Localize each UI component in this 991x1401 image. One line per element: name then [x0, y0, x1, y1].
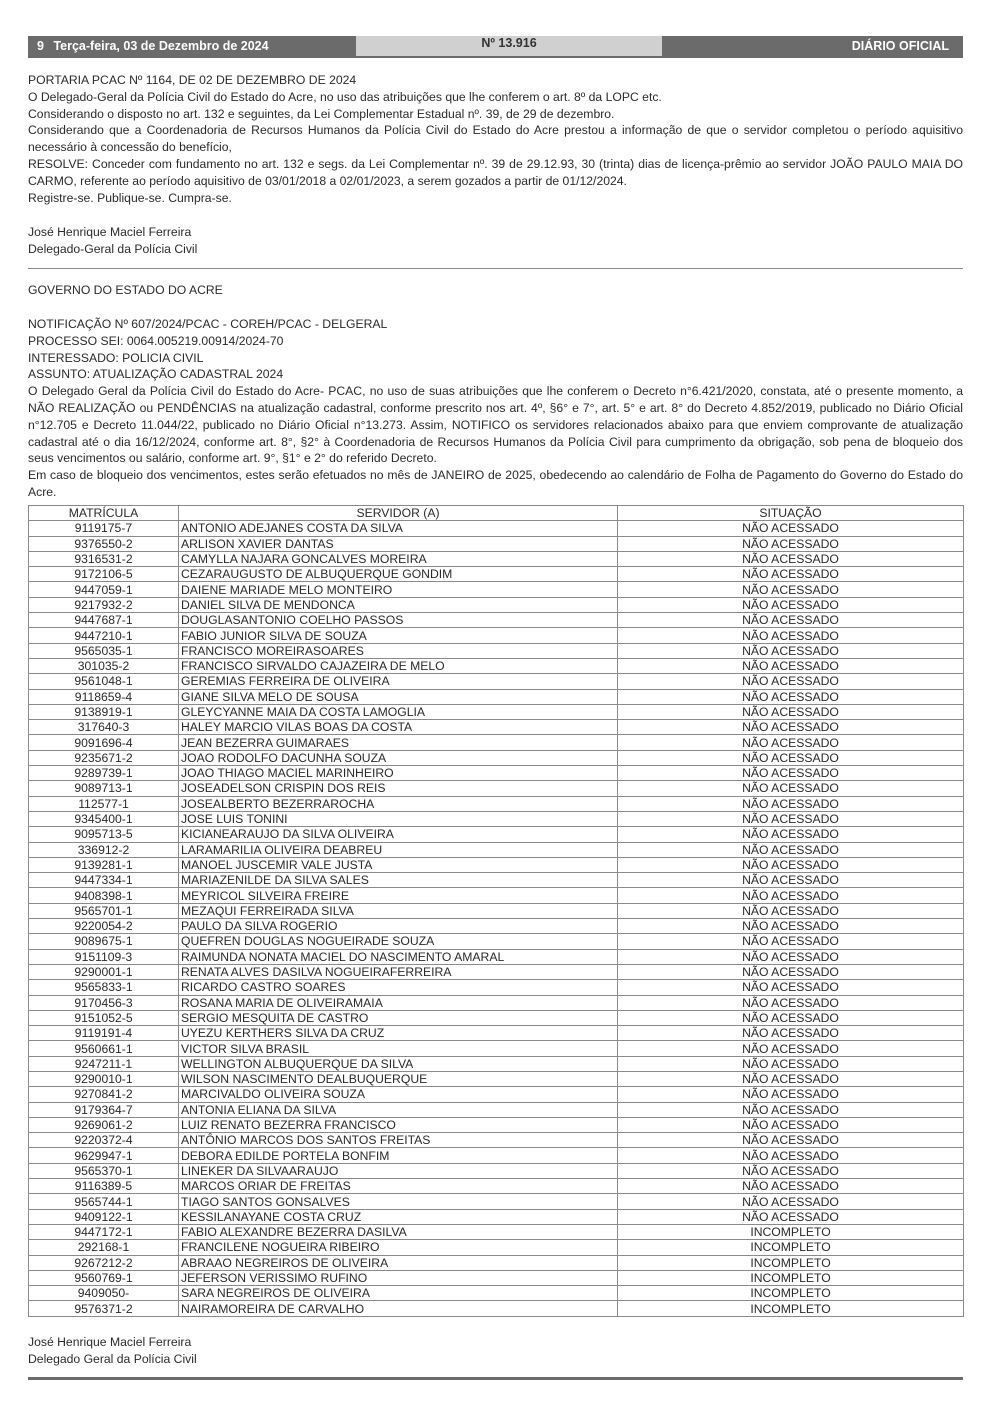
notificacao-section: [28, 316, 963, 501]
column-header-matricula: MATRÍCULA: [29, 506, 179, 521]
matricula-cell: 9629947-1: [29, 1148, 179, 1163]
servidor-name-cell: PAULO DA SILVA ROGERIO: [179, 919, 618, 934]
matricula-cell: 9151109-3: [29, 949, 179, 964]
situacao-cell: NÃO ACESSADO: [618, 1163, 964, 1178]
matricula-cell: 9119191-4: [29, 1026, 179, 1041]
signer-name: José Henrique Maciel Ferreira: [28, 225, 192, 239]
servidor-name-cell: MEZAQUI FERREIRADA SILVA: [179, 903, 618, 918]
table-row: [29, 720, 964, 735]
servidor-name-cell: WELLINGTON ALBUQUERQUE DA SILVA: [179, 1056, 618, 1071]
assunto-line: ASSUNTO: ATUALIZAÇÃO CADASTRAL 2024: [28, 367, 284, 382]
servidor-name-cell: KICIANEARAUJO DA SILVA OLIVEIRA: [179, 827, 618, 842]
servidor-name-cell: SARA NEGREIROS DE OLIVEIRA: [179, 1286, 618, 1301]
servidor-name-cell: LARAMARILIA OLIVEIRA DEABREU: [179, 842, 618, 857]
table-row: [29, 1117, 964, 1132]
servidor-name-cell: GIANE SILVA MELO DE SOUSA: [179, 689, 618, 704]
situacao-cell: NÃO ACESSADO: [618, 536, 964, 551]
servidor-name-cell: ANTONIO ADEJANES COSTA DA SILVA: [179, 521, 618, 536]
table-row: [29, 796, 964, 811]
table-row: [29, 949, 964, 964]
matricula-cell: 9269061-2: [29, 1117, 179, 1132]
table-row: [29, 521, 964, 536]
situacao-cell: NÃO ACESSADO: [618, 750, 964, 765]
signer-name: José Henrique Maciel Ferreira: [28, 1335, 192, 1349]
table-row: [29, 1071, 964, 1086]
servidor-name-cell: HALEY MARCIO VILAS BOAS DA COSTA: [179, 720, 618, 735]
table-row: [29, 674, 964, 689]
portaria-paragraph: Considerando que a Coordenadoria de Recursos Humanos da Polícia Civil do Estado do Acre prestou a informação de que o servidor completou o período aquisitivo necessário à concessão do benefício,: [28, 123, 963, 155]
notificacao-title: NOTIFICAÇÃO Nº 607/2024/PCAC - COREH/PCAC - DELGERAL: [28, 317, 388, 331]
matricula-cell: 9247211-1: [29, 1056, 179, 1071]
matricula-cell: 9119175-7: [29, 521, 179, 536]
matricula-cell: 9138919-1: [29, 704, 179, 719]
situacao-cell: NÃO ACESSADO: [618, 995, 964, 1010]
situacao-cell: NÃO ACESSADO: [618, 1117, 964, 1132]
matricula-cell: 9561048-1: [29, 674, 179, 689]
issue-date: Terça-feira, 03 de Dezembro de 2024: [53, 39, 269, 53]
servidor-name-cell: LUIZ RENATO BEZERRA FRANCISCO: [179, 1117, 618, 1132]
table-row: [29, 903, 964, 918]
situacao-cell: NÃO ACESSADO: [618, 1102, 964, 1117]
table-row: [29, 1026, 964, 1041]
matricula-cell: 9235671-2: [29, 750, 179, 765]
header-left-band: [28, 36, 358, 56]
edition-number: Nº 13.916: [356, 36, 662, 56]
situacao-cell: NÃO ACESSADO: [618, 857, 964, 872]
table-row: [29, 1286, 964, 1301]
servidor-name-cell: JEAN BEZERRA GUIMARAES: [179, 735, 618, 750]
notificacao-signature: [28, 1334, 963, 1368]
table-row: [29, 1255, 964, 1270]
publication-name: DIÁRIO OFICIAL: [663, 36, 963, 56]
table-row: [29, 980, 964, 995]
table-row: [29, 995, 964, 1010]
servidor-name-cell: WILSON NASCIMENTO DEALBUQUERQUE: [179, 1071, 618, 1086]
signer-role: Delegado-Geral da Polícia Civil: [28, 241, 198, 256]
matricula-cell: 9289739-1: [29, 766, 179, 781]
situacao-cell: NÃO ACESSADO: [618, 1026, 964, 1041]
servidor-name-cell: MARCIVALDO OLIVEIRA SOUZA: [179, 1087, 618, 1102]
situacao-cell: NÃO ACESSADO: [618, 582, 964, 597]
servidor-name-cell: QUEFREN DOUGLAS NOGUEIRADE SOUZA: [179, 934, 618, 949]
situacao-cell: NÃO ACESSADO: [618, 1010, 964, 1025]
situacao-cell: NÃO ACESSADO: [618, 903, 964, 918]
section-divider: [28, 268, 963, 269]
portaria-signature: [28, 224, 963, 258]
processo-line: PROCESSO SEI: 0064.005219.00914/2024-70: [28, 333, 284, 348]
table-row: [29, 628, 964, 643]
servidor-name-cell: VICTOR SILVA BRASIL: [179, 1041, 618, 1056]
servidor-name-cell: DEBORA EDILDE PORTELA BONFIM: [179, 1148, 618, 1163]
portaria-title: PORTARIA PCAC Nº 1164, DE 02 DE DEZEMBRO DE 2024: [28, 73, 357, 87]
table-row: [29, 689, 964, 704]
matricula-cell: 9345400-1: [29, 811, 179, 826]
notificacao-body-2: Em caso de bloqueio dos vencimentos, estes serão efetuados no mês de JANEIRO de 2025, obedecendo ao calendário de Folha de Pagamento do Governo do Estado do Acre.: [28, 468, 963, 499]
situacao-cell: NÃO ACESSADO: [618, 567, 964, 582]
situacao-cell: NÃO ACESSADO: [618, 521, 964, 536]
footer-divider: [28, 1377, 963, 1380]
matricula-cell: 9270841-2: [29, 1087, 179, 1102]
servidor-name-cell: LINEKER DA SILVAARAUJO: [179, 1163, 618, 1178]
situacao-cell: NÃO ACESSADO: [618, 781, 964, 796]
situacao-cell: NÃO ACESSADO: [618, 1148, 964, 1163]
matricula-cell: 9565744-1: [29, 1194, 179, 1209]
matricula-cell: 336912-2: [29, 842, 179, 857]
table-row: [29, 827, 964, 842]
portaria-paragraph: RESOLVE: Conceder com fundamento no art. 132 e segs. da Lei Complementar nº. 39 de 29.12.93, 30 (trinta) dias de licença-prêmio ao servidor JOÃO PAULO MAIA DO CARMO, referente ao período aquisitivo de 03/01/2018 a 02/01/2023, a serem gozados a partir de 01/12/2024.: [28, 156, 963, 188]
matricula-cell: 9290010-1: [29, 1071, 179, 1086]
portaria-paragraph: Considerando o disposto no art. 132 e seguintes, da Lei Complementar Estadual nº. 39, de 29 de dezembro.: [28, 106, 615, 121]
matricula-cell: 9409050-: [29, 1286, 179, 1301]
table-row: [29, 735, 964, 750]
servidor-name-cell: ANTONIA ELIANA DA SILVA: [179, 1102, 618, 1117]
servidor-name-cell: UYEZU KERTHERS SILVA DA CRUZ: [179, 1026, 618, 1041]
servidor-name-cell: CEZARAUGUSTO DE ALBUQUERQUE GONDIM: [179, 567, 618, 582]
situacao-cell: NÃO ACESSADO: [618, 1041, 964, 1056]
government-heading: [28, 282, 963, 299]
matricula-cell: 9290001-1: [29, 964, 179, 979]
situacao-cell: NÃO ACESSADO: [618, 1071, 964, 1086]
table-row: [29, 551, 964, 566]
servidor-name-cell: DANIEL SILVA DE MENDONCA: [179, 597, 618, 612]
servidor-name-cell: NAIRAMOREIRA DE CARVALHO: [179, 1301, 618, 1316]
situacao-cell: NÃO ACESSADO: [618, 980, 964, 995]
table-row: [29, 643, 964, 658]
matricula-cell: 9151052-5: [29, 1010, 179, 1025]
matricula-cell: 9408398-1: [29, 888, 179, 903]
servidor-name-cell: MARCOS ORIAR DE FREITAS: [179, 1179, 618, 1194]
servidor-name-cell: FABIO JUNIOR SILVA DE SOUZA: [179, 628, 618, 643]
situacao-cell: NÃO ACESSADO: [618, 888, 964, 903]
situacao-cell: NÃO ACESSADO: [618, 628, 964, 643]
column-header-servidor: SERVIDOR (A): [179, 506, 618, 521]
situacao-cell: NÃO ACESSADO: [618, 811, 964, 826]
matricula-cell: 9409122-1: [29, 1209, 179, 1224]
matricula-cell: 9576371-2: [29, 1301, 179, 1316]
matricula-cell: 112577-1: [29, 796, 179, 811]
servidor-name-cell: ANTÔNIO MARCOS DOS SANTOS FREITAS: [179, 1133, 618, 1148]
table-row: [29, 1148, 964, 1163]
servidor-name-cell: JOAO THIAGO MACIEL MARINHEIRO: [179, 766, 618, 781]
table-row: [29, 1194, 964, 1209]
table-row: [29, 750, 964, 765]
situacao-cell: INCOMPLETO: [618, 1240, 964, 1255]
matricula-cell: 9565035-1: [29, 643, 179, 658]
servidor-name-cell: RENATA ALVES DASILVA NOGUEIRAFERREIRA: [179, 964, 618, 979]
situacao-cell: NÃO ACESSADO: [618, 934, 964, 949]
table-row: [29, 766, 964, 781]
situacao-cell: NÃO ACESSADO: [618, 964, 964, 979]
servidor-name-cell: TIAGO SANTOS GONSALVES: [179, 1194, 618, 1209]
servidor-name-cell: JOSEADELSON CRISPIN DOS REIS: [179, 781, 618, 796]
matricula-cell: 9217932-2: [29, 597, 179, 612]
situacao-cell: NÃO ACESSADO: [618, 873, 964, 888]
matricula-cell: 9267212-2: [29, 1255, 179, 1270]
signer-role: Delegado Geral da Polícia Civil: [28, 1351, 197, 1366]
table-header-row: [29, 506, 964, 521]
portaria-closing: Registre-se. Publique-se. Cumpra-se.: [28, 190, 232, 205]
situacao-cell: NÃO ACESSADO: [618, 735, 964, 750]
servidor-name-cell: FRANCISCO MOREIRASOARES: [179, 643, 618, 658]
matricula-cell: 9447059-1: [29, 582, 179, 597]
situacao-cell: NÃO ACESSADO: [618, 1194, 964, 1209]
government-name: GOVERNO DO ESTADO DO ACRE: [28, 283, 223, 297]
page-number: 9: [37, 39, 44, 53]
table-row: [29, 613, 964, 628]
table-row: [29, 888, 964, 903]
matricula-cell: 9089713-1: [29, 781, 179, 796]
column-header-situacao: SITUAÇÃO: [618, 506, 964, 521]
situacao-cell: NÃO ACESSADO: [618, 1133, 964, 1148]
servidor-name-cell: FABIO ALEXANDRE BEZERRA DASILVA: [179, 1224, 618, 1239]
situacao-cell: NÃO ACESSADO: [618, 766, 964, 781]
matricula-cell: 9179364-7: [29, 1102, 179, 1117]
matricula-cell: 9116389-5: [29, 1179, 179, 1194]
table-row: [29, 1041, 964, 1056]
situacao-cell: INCOMPLETO: [618, 1255, 964, 1270]
servidor-name-cell: JOSEALBERTO BEZERRAROCHA: [179, 796, 618, 811]
table-row: [29, 781, 964, 796]
servidor-name-cell: DAIENE MARIADE MELO MONTEIRO: [179, 582, 618, 597]
servidor-name-cell: ABRAAO NEGREIROS DE OLIVEIRA: [179, 1255, 618, 1270]
table-row: [29, 919, 964, 934]
servidor-name-cell: FRANCILENE NOGUEIRA RIBEIRO: [179, 1240, 618, 1255]
table-row: [29, 1270, 964, 1285]
matricula-cell: 9170456-3: [29, 995, 179, 1010]
matricula-cell: 9139281-1: [29, 857, 179, 872]
table-row: [29, 934, 964, 949]
notificacao-body: O Delegado Geral da Polícia Civil do Estado do Acre- PCAC, no uso de suas atribuições que lhe conferem o Decreto n°6.421/2020, constata, até o presente momento, a NÃO REALIZAÇÃO ou PENDÊNCIAS na atualização cadastral, conforme prescrito nos art. 4º, §6° e 7°, art. 5° e art. 8° do Decreto 4.852/2019, publicado no Diário Oficial n°12.705 e Decreto 11.044/22, publicado no Diário Oficial n°13.273. Assim, NOTIFICO os servidores relacionados abaixo para que enviem comprovante de atualização cadastral até o dia 16/12/2024, conforme art. 8°, §2° à Coordenadoria de Recursos Humanos da Polícia Civil para cumprimento da obrigação, sob pena de bloqueio dos seus vencimentos ou salário, conforme art. 9°, §1° e 2° do referido Decreto.: [28, 384, 963, 466]
situacao-cell: NÃO ACESSADO: [618, 720, 964, 735]
interessado-line: INTERESSADO: POLICIA CIVIL: [28, 350, 204, 365]
matricula-cell: 9447687-1: [29, 613, 179, 628]
situacao-cell: NÃO ACESSADO: [618, 796, 964, 811]
situacao-cell: INCOMPLETO: [618, 1270, 964, 1285]
situacao-cell: NÃO ACESSADO: [618, 1179, 964, 1194]
servidor-name-cell: DOUGLASANTONIO COELHO PASSOS: [179, 613, 618, 628]
matricula-cell: 9565833-1: [29, 980, 179, 995]
situacao-cell: NÃO ACESSADO: [618, 597, 964, 612]
header-divider: [28, 56, 963, 58]
servidor-name-cell: KESSILANAYANE COSTA CRUZ: [179, 1209, 618, 1224]
table-row: [29, 1179, 964, 1194]
situacao-cell: NÃO ACESSADO: [618, 658, 964, 673]
matricula-cell: 9376550-2: [29, 536, 179, 551]
situacao-cell: NÃO ACESSADO: [618, 704, 964, 719]
matricula-cell: 317640-3: [29, 720, 179, 735]
servidor-name-cell: ARLISON XAVIER DANTAS: [179, 536, 618, 551]
matricula-cell: 9118659-4: [29, 689, 179, 704]
matricula-cell: 292168-1: [29, 1240, 179, 1255]
situacao-cell: INCOMPLETO: [618, 1286, 964, 1301]
table-row: [29, 1102, 964, 1117]
situacao-cell: INCOMPLETO: [618, 1224, 964, 1239]
matricula-cell: 301035-2: [29, 658, 179, 673]
matricula-cell: 9220372-4: [29, 1133, 179, 1148]
table-row: [29, 1010, 964, 1025]
matricula-cell: 9220054-2: [29, 919, 179, 934]
page-header: [28, 36, 963, 56]
table-row: [29, 811, 964, 826]
table-row: [29, 1056, 964, 1071]
portaria-paragraph: O Delegado-Geral da Polícia Civil do Estado do Acre, no uso das atribuições que lhe conferem o art. 8º da LOPC etc.: [28, 89, 662, 104]
situacao-cell: NÃO ACESSADO: [618, 613, 964, 628]
situacao-cell: NÃO ACESSADO: [618, 827, 964, 842]
table-row: [29, 582, 964, 597]
situacao-cell: NÃO ACESSADO: [618, 1209, 964, 1224]
situacao-cell: NÃO ACESSADO: [618, 689, 964, 704]
servidor-name-cell: MEYRICOL SILVEIRA FREIRE: [179, 888, 618, 903]
situacao-cell: NÃO ACESSADO: [618, 919, 964, 934]
table-row: [29, 1301, 964, 1316]
table-row: [29, 1163, 964, 1178]
matricula-cell: 9095713-5: [29, 827, 179, 842]
situacao-cell: NÃO ACESSADO: [618, 1056, 964, 1071]
matricula-cell: 9447210-1: [29, 628, 179, 643]
matricula-cell: 9447334-1: [29, 873, 179, 888]
matricula-cell: 9172106-5: [29, 567, 179, 582]
situacao-cell: NÃO ACESSADO: [618, 1087, 964, 1102]
table-row: [29, 842, 964, 857]
situacao-cell: NÃO ACESSADO: [618, 949, 964, 964]
matricula-cell: 9560661-1: [29, 1041, 179, 1056]
table-row: [29, 536, 964, 551]
table-row: [29, 1224, 964, 1239]
matricula-cell: 9565370-1: [29, 1163, 179, 1178]
servidor-name-cell: MARIAZENILDE DA SILVA SALES: [179, 873, 618, 888]
table-row: [29, 1240, 964, 1255]
table-row: [29, 1133, 964, 1148]
table-row: [29, 597, 964, 612]
matricula-cell: 9316531-2: [29, 551, 179, 566]
matricula-cell: 9089675-1: [29, 934, 179, 949]
table-row: [29, 567, 964, 582]
servidor-name-cell: SERGIO MESQUITA DE CASTRO: [179, 1010, 618, 1025]
servidor-name-cell: FRANCISCO SIRVALDO CAJAZEIRA DE MELO: [179, 658, 618, 673]
situacao-cell: NÃO ACESSADO: [618, 643, 964, 658]
servidor-name-cell: JEFERSON VERISSIMO RUFINO: [179, 1270, 618, 1285]
servidor-name-cell: GLEYCYANNE MAIA DA COSTA LAMOGLIA: [179, 704, 618, 719]
table-row: [29, 1087, 964, 1102]
matricula-cell: 9560769-1: [29, 1270, 179, 1285]
servidor-name-cell: MANOEL JUSCEMIR VALE JUSTA: [179, 857, 618, 872]
situacao-cell: NÃO ACESSADO: [618, 842, 964, 857]
table-row: [29, 1209, 964, 1224]
matricula-cell: 9091696-4: [29, 735, 179, 750]
table-row: [29, 873, 964, 888]
servidor-name-cell: GEREMIAS FERREIRA DE OLIVEIRA: [179, 674, 618, 689]
servidor-name-cell: ROSANA MARIA DE OLIVEIRAMAIA: [179, 995, 618, 1010]
servidor-name-cell: JOAO RODOLFO DACUNHA SOUZA: [179, 750, 618, 765]
table-row: [29, 964, 964, 979]
matricula-cell: 9565701-1: [29, 903, 179, 918]
table-row: [29, 704, 964, 719]
table-row: [29, 857, 964, 872]
servidor-name-cell: RAIMUNDA NONATA MACIEL DO NASCIMENTO AMARAL: [179, 949, 618, 964]
situacao-cell: NÃO ACESSADO: [618, 551, 964, 566]
servidor-name-cell: CAMYLLA NAJARA GONCALVES MOREIRA: [179, 551, 618, 566]
table-row: [29, 658, 964, 673]
servidor-name-cell: JOSE LUIS TONINI: [179, 811, 618, 826]
matricula-cell: 9447172-1: [29, 1224, 179, 1239]
situacao-cell: NÃO ACESSADO: [618, 674, 964, 689]
servidor-name-cell: RICARDO CASTRO SOARES: [179, 980, 618, 995]
portaria-section: [28, 72, 963, 206]
servidores-table: [28, 505, 964, 1317]
situacao-cell: INCOMPLETO: [618, 1301, 964, 1316]
